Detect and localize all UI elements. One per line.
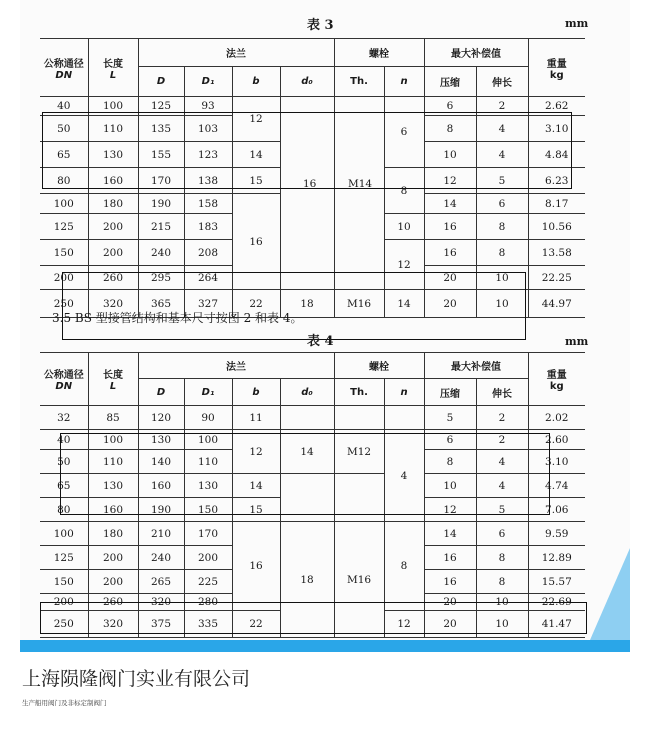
- accent-stripe: [20, 640, 630, 652]
- table4-unit: mm: [565, 335, 589, 348]
- table3-caption: 表 3: [307, 18, 334, 33]
- marker-box: [62, 272, 526, 340]
- table-row: 80 160 190 150 15 12 5 7.06: [40, 498, 585, 522]
- table-row: 100 180 210 170 16 18 M16 8 14 6 9.59: [40, 522, 585, 546]
- header-compress: 压缩: [424, 379, 476, 406]
- company-name: 上海陨隆阀门实业有限公司: [22, 668, 251, 690]
- table-row: 40 100 130 100 12 14 M12 4 6 2 2.60: [40, 430, 585, 450]
- table-row: 250 320 365 327 22 18 M16 14 20 10 44.97: [40, 290, 585, 318]
- scanned-document: [20, 0, 630, 652]
- table4-caption: 表 4: [307, 334, 334, 349]
- table-row: 100 180 190 158 16 14 6 8.17: [40, 194, 585, 214]
- header-weight: 重量 kg: [528, 353, 585, 406]
- header-extend: 伸长: [476, 67, 528, 97]
- marker-box: [60, 433, 550, 515]
- header-flange: 法兰: [138, 353, 334, 379]
- table-row: 50 110 140 110 8 4 3.10: [40, 450, 585, 474]
- header-thread: Th.: [334, 67, 384, 97]
- table-row: 150 200 265 225 16 8 15.57: [40, 570, 585, 594]
- header-D1: D₁: [184, 67, 232, 97]
- header-length: 长度 L: [88, 353, 138, 406]
- table-row: 40 100 125 93 12 6 6 2 2.62: [40, 97, 585, 116]
- header-compensation: 最大补偿值: [424, 353, 528, 379]
- header-length: 长度 L: [88, 39, 138, 97]
- table-row: 65 130 160 130 14 10 4 4.74: [40, 474, 585, 498]
- table3-d0-16: 16: [303, 178, 317, 190]
- header-D1: D₁: [184, 379, 232, 406]
- marker-box: [42, 112, 572, 189]
- header-b: b: [232, 379, 280, 406]
- header-d0: d₀: [280, 67, 334, 97]
- header-d0: d₀: [280, 379, 334, 406]
- table-row: 200 260 320 280 20 10 22.69: [40, 594, 585, 611]
- header-D: D: [138, 379, 184, 406]
- header-b: b: [232, 67, 280, 97]
- table-row: 200 260 295 264 20 10 22.25: [40, 266, 585, 290]
- decorative-triangle: [590, 548, 630, 640]
- table-row: 125 200 215 183 10 16 8 10.56: [40, 214, 585, 240]
- table-row: 65 130 155 123 14 10 4 4.84: [40, 142, 585, 168]
- header-compensation: 最大补偿值: [424, 39, 528, 67]
- header-bolt: 螺栓: [334, 353, 424, 379]
- header-extend: 伸长: [476, 379, 528, 406]
- table3-thread-m14: M14: [348, 178, 373, 190]
- table-row: 32 85 120 90 11 5 2 2.02: [40, 406, 585, 430]
- header-bolt: 螺栓: [334, 39, 424, 67]
- company-tagline: 生产船用阀门及非标定制阀门: [22, 699, 107, 707]
- header-dn: 公称通径 DN: [40, 353, 88, 406]
- header-dn: 公称通径 DN: [40, 39, 88, 97]
- header-n: n: [384, 379, 424, 406]
- section-note: 3.5 BS 型接管结构和基本尺寸按图 2 和表 4。: [52, 311, 303, 325]
- table-row: 80 160 170 138 15 8 12 5 6.23: [40, 168, 585, 194]
- table-row: 125 200 240 200 16 8 12.89: [40, 546, 585, 570]
- header-thread: Th.: [334, 379, 384, 406]
- table-row: 150 200 240 208 12 16 8 13.58: [40, 240, 585, 266]
- table-row: 50 110 135 103 8 4 3.10: [40, 116, 585, 142]
- table-row: 250 320 375 335 22 12 20 10 41.47: [40, 611, 585, 638]
- header-n: n: [384, 67, 424, 97]
- header-compress: 压缩: [424, 67, 476, 97]
- header-weight: 重量 kg: [528, 39, 585, 97]
- header-D: D: [138, 67, 184, 97]
- marker-box: [40, 602, 587, 634]
- table3-unit: mm: [565, 17, 589, 30]
- header-flange: 法兰: [138, 39, 334, 67]
